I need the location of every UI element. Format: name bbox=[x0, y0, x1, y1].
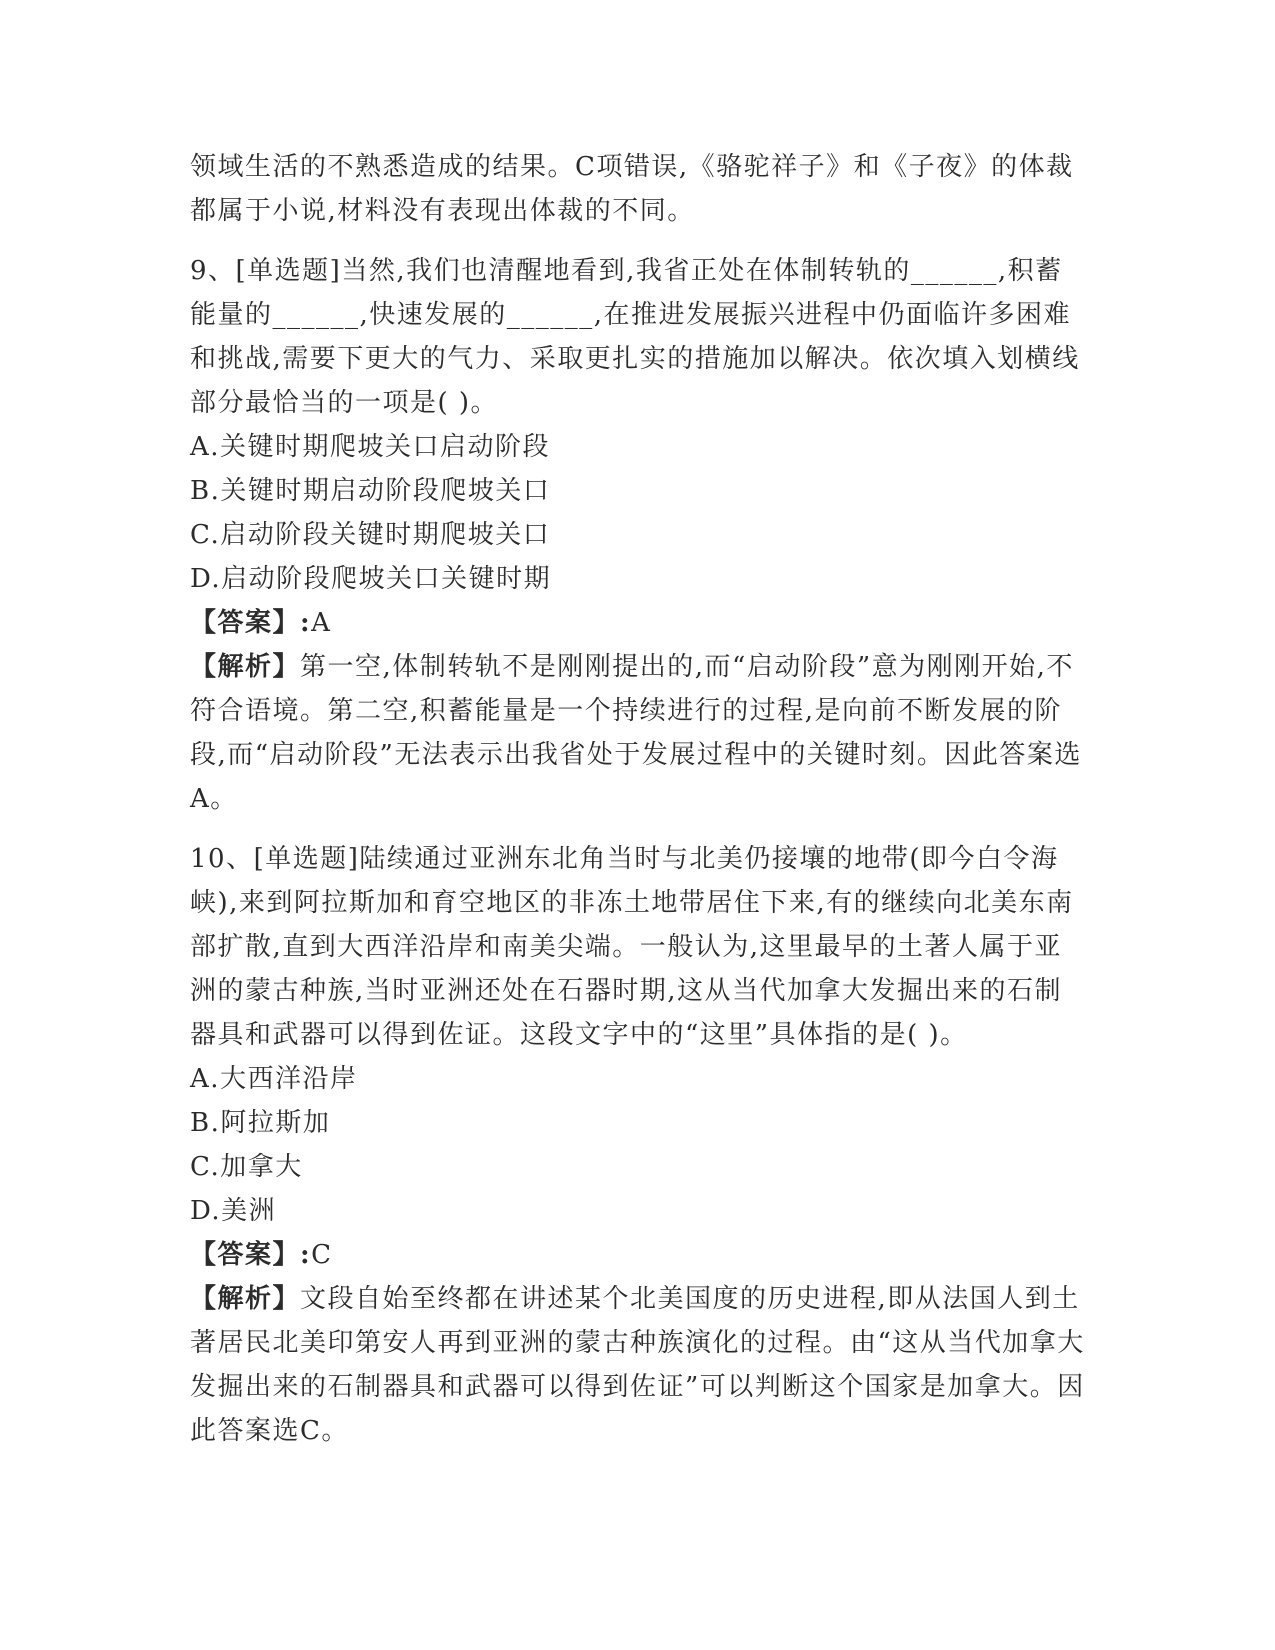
analysis-text: 第一空,体制转轨不是刚刚提出的,而“启动阶段”意为刚刚开始,不符合语境。第二空,积蓄能量是一个持续进行的过程,是向前不断发展的阶段,而“启动阶段”无法表示出我省处于发展过程中的关键时刻。因此答案选A。 bbox=[190, 652, 1082, 814]
question-9-option-b: B.关键时期启动阶段爬坡关口 bbox=[190, 476, 551, 506]
question-10-analysis bbox=[190, 1277, 1085, 1453]
answer-label: 【答案】: bbox=[190, 608, 312, 638]
analysis-label: 【解析】 bbox=[190, 1284, 301, 1314]
question-10-option-b: B.阿拉斯加 bbox=[190, 1108, 331, 1138]
analysis-label: 【解析】 bbox=[190, 652, 301, 682]
question-10-option-c: C.加拿大 bbox=[190, 1152, 303, 1182]
question-9-stem: 9、[单选题]当然,我们也清醒地看到,我省正处在体制转轨的______,积蓄能量的______,快速发展的______,在推进发展振兴进程中仍面临许多困难和挑战,需要下更大的气力、采取更扎实的措施加以解决。依次填入划横线部分最恰当的一项是( )。 bbox=[190, 256, 1080, 418]
question-10-option-a: A.大西洋沿岸 bbox=[190, 1064, 358, 1094]
question-9-analysis bbox=[190, 645, 1085, 821]
answer-value: C bbox=[311, 1240, 333, 1270]
document-page bbox=[190, 145, 1085, 1453]
question-9 bbox=[190, 249, 1085, 821]
question-10 bbox=[190, 837, 1085, 1453]
question-9-option-c: C.启动阶段关键时期爬坡关口 bbox=[190, 520, 551, 550]
question-9-answer bbox=[190, 601, 1085, 645]
question-9-option-a: A.关键时期爬坡关口启动阶段 bbox=[190, 432, 551, 462]
previous-analysis-continuation: 领域生活的不熟悉造成的结果。C项错误,《骆驼祥子》和《子夜》的体裁都属于小说,材料没有表现出体裁的不同。 bbox=[190, 152, 1074, 226]
question-9-option-d: D.启动阶段爬坡关口关键时期 bbox=[190, 564, 552, 594]
answer-value: A bbox=[311, 608, 332, 638]
question-10-stem: 10、[单选题]陆续通过亚洲东北角当时与北美仍接壤的地带(即今白令海峡),来到阿拉斯加和育空地区的非冻土地带居住下来,有的继续向北美东南部扩散,直到大西洋沿岸和南美尖端。一般认为,这里最早的土著人属于亚洲的蒙古种族,当时亚洲还处在石器时期,这从当代加拿大发掘出来的石制器具和武器可以得到佐证。这段文字中的“这里”具体指的是( )。 bbox=[190, 844, 1074, 1050]
answer-label: 【答案】: bbox=[190, 1240, 312, 1270]
question-10-option-d: D.美洲 bbox=[190, 1196, 277, 1226]
spacer bbox=[190, 821, 1085, 837]
question-10-answer bbox=[190, 1233, 1085, 1277]
analysis-text: 文段自始至终都在讲述某个北美国度的历史进程,即从法国人到土著居民北美印第安人再到亚洲的蒙古种族演化的过程。由“这从当代加拿大发掘出来的石制器具和武器可以得到佐证”可以判断这个国家是加拿大。因此答案选C。 bbox=[190, 1284, 1085, 1446]
spacer bbox=[190, 233, 1085, 249]
